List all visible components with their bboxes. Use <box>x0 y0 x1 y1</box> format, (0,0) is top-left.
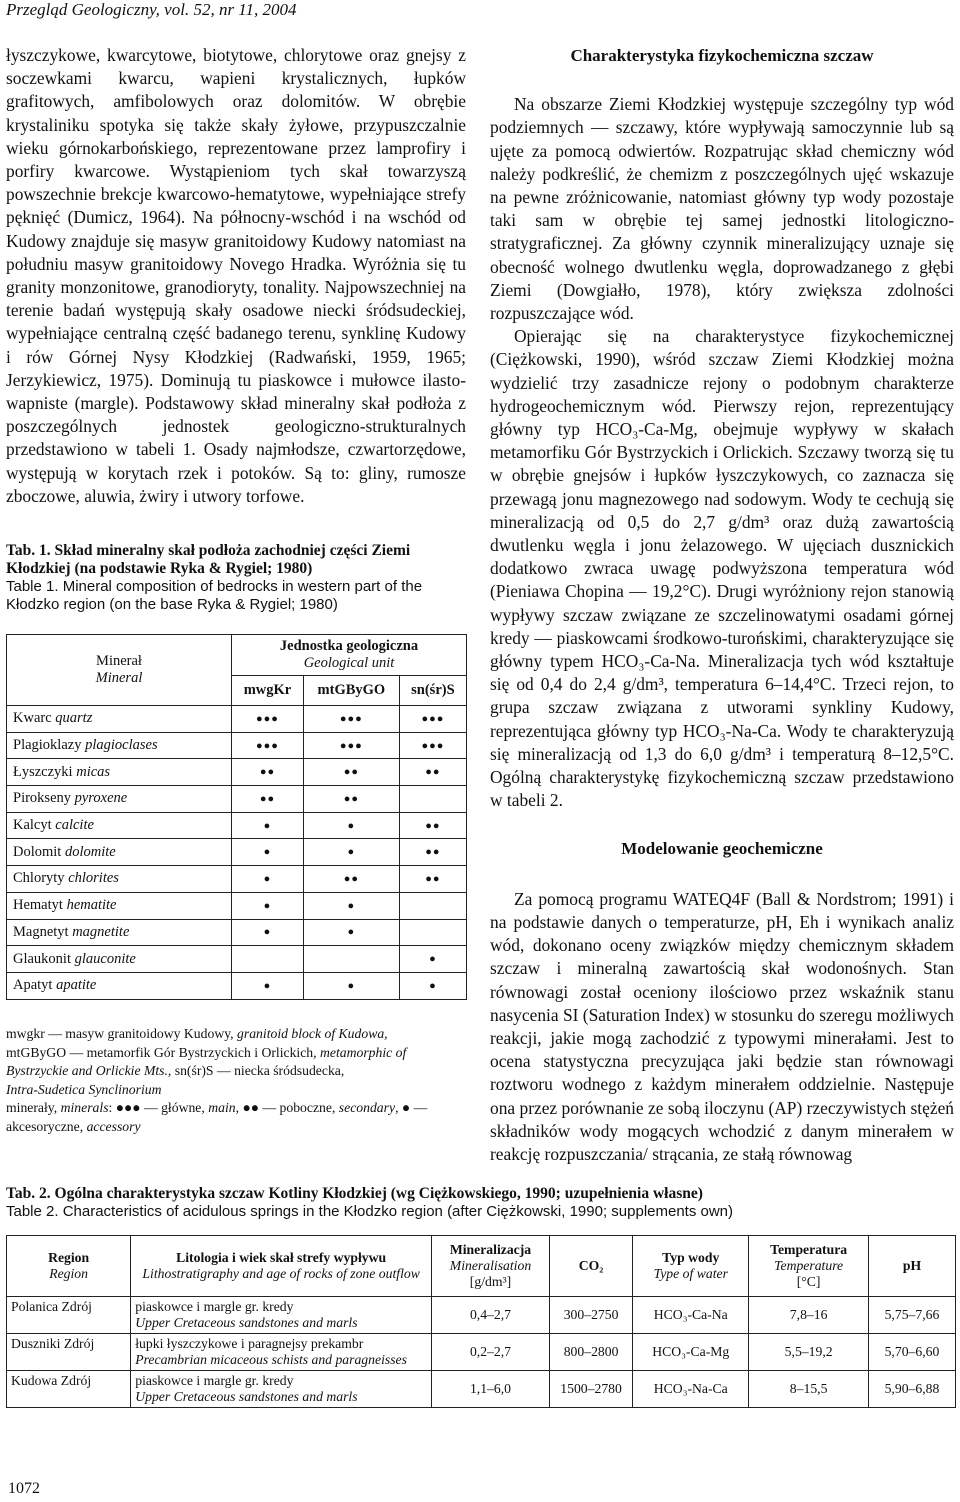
cell-min: 1,1–6,0 <box>432 1371 550 1408</box>
abundance-dots: ●●● <box>303 732 399 759</box>
table2-column-header <box>549 1236 632 1297</box>
mineral-name-pl: Łyszczyki <box>13 763 73 780</box>
left-column <box>6 44 466 508</box>
table2-caption-pl: Tab. 2. Ogólna charakterystyka szczaw Kotliny Kłodzkiej (wg Ciężkowskiego, 1990; uzupełnienia własne) <box>6 1185 703 1202</box>
abundance-dots: ● <box>399 946 466 973</box>
lithology-en: Upper Cretaceous sandstones and marls <box>135 1389 358 1404</box>
right-paragraph-1: Na obszarze Ziemi Kłodzkiej występuje szczególny typ wód podziemnych — szczawy, które wypływają samoczynnie lub są ujęte za pomocą odwiertów. Rozpatrując skład chemiczny wód należy podkreślić, że chemizm z poszczególnych ujęć wskazuje na pewne zróżnicowanie, natomiast główny typ wody pozostaje taki sam w obrębie tej samej jednostki litologiczno-stratygraficznej. Za główny czynnik mineralizujący uznaje się obecność wolnego dwutlenku węgla, doprowadzanego z głębi Ziemi (Dowgiałło, 1978), który zwiększa zdolności rozpuszczające wód. <box>490 94 954 324</box>
table-row <box>7 946 467 973</box>
table2-column-header <box>749 1236 869 1297</box>
note-text: main <box>208 1100 236 1115</box>
lithology-pl: łupki łyszczykowe i paragnejsy prekambr <box>135 1336 364 1351</box>
mineral-name-en: chlorites <box>68 870 119 887</box>
table2-caption <box>6 1185 956 1221</box>
table1-caption <box>6 542 468 614</box>
abundance-dots: ● <box>303 892 399 919</box>
cell-type: HCO₃-Na-Ca <box>633 1371 749 1408</box>
mineral-name-en: pyroxene <box>74 790 128 807</box>
table-row <box>7 1371 956 1408</box>
table2-caption-en: Table 2. Characteristics of acidulous springs in the Kłodzko region (after Ciężkowski, 1990; supplements own) <box>6 1203 734 1220</box>
cell-ph: 5,70–6,60 <box>868 1334 955 1371</box>
table-row <box>7 812 467 839</box>
unit-header-en: Geological unit <box>303 655 395 672</box>
abundance-dots: ●●● <box>399 706 466 733</box>
header-pl: Region <box>48 1250 90 1265</box>
col-header: sn(śr)S <box>399 676 466 706</box>
cell-region: Kudowa Zdrój <box>7 1371 131 1408</box>
abundance-dots: ●● <box>399 759 466 786</box>
mineral-name-pl: Chloryty <box>13 870 65 887</box>
col-header: mtGByGO <box>303 676 399 706</box>
note-text: Intra-Sudetica Synclinorium <box>6 1081 162 1097</box>
abundance-dots: ● <box>303 812 399 839</box>
header-pl: Typ wody <box>662 1250 720 1265</box>
note-text: minerals <box>60 1100 109 1115</box>
table-row <box>7 706 467 733</box>
header-en: Lithostratigraphy and age of rocks of zone outflow <box>142 1266 420 1281</box>
header-extra: [°C] <box>796 1274 821 1289</box>
abundance-dots: ●●● <box>232 706 304 733</box>
header-en: Region <box>49 1266 88 1281</box>
abundance-dots: ● <box>232 866 304 893</box>
cell-ph: 5,75–7,66 <box>868 1297 955 1334</box>
mineral-name-en: calcite <box>55 817 94 834</box>
mineral-name-cell <box>7 972 232 999</box>
mineral-name-en: apatite <box>56 977 97 994</box>
abundance-dots: ● <box>232 892 304 919</box>
cell-temp: 8–15,5 <box>749 1371 869 1408</box>
mineral-name-pl: Plagioklazy <box>13 737 82 754</box>
abundance-dots <box>232 946 304 973</box>
cell-type: HCO₃-Ca-Na <box>633 1297 749 1334</box>
note-text: : ●●● — główne, <box>108 1100 205 1115</box>
mineral-name-pl: Kwarc <box>13 710 52 727</box>
abundance-dots <box>303 946 399 973</box>
note-text: granitoid block of Kudowa, <box>237 1026 388 1041</box>
header-pl: Litologia i wiek skał strefy wypływu <box>176 1250 387 1265</box>
page-number: 1072 <box>8 1480 40 1497</box>
abundance-dots: ●● <box>303 759 399 786</box>
right-paragraph-3: Za pomocą programu WATEQ4F (Ball & Nordstrom; 1991) i na podstawie danych o temperaturze, pH, Eh i wynikach analiz wód, dokonano oceny związków między chemicznym składem szczaw i mineralną zawartością skał wodonośnych. Stan równowagi został oceniony ilościowo przez wskaźnik stanu nasycenia SI (Saturation Index) w stosunku do szeregu możliwych reakcji, jakie mogą zachodzić z typowymi minerałami. Jest to ocena statystyczna precyzująca jaki będzie stan równowagi roztworu wodnego z każdym minerałem oddzielnie. Następuje ona przez porównanie ze sobą iloczynu (AP) rzeczywistych stężeń składników wody mogących wchodzić z danym minerałem w reakcję rozpuszczania/ strącania, ze stałą równowag <box>490 888 954 1164</box>
table-row <box>7 892 467 919</box>
table2-column-header <box>868 1236 955 1297</box>
left-paragraph: łyszczykowe, kwarcytowe, biotytowe, chlorytowe oraz gnejsy z soczewkami kwarcu, wapieni krystalicznych, łupków grafitowych, amfibolowych oraz dolomitów. W obrębie krystaliniku spotyka się także skały żyłowe, przypuszczalnie wieku górnokarbońskiego, reprezentowane przez lamprofiry i porfiry kwarcowe. Wystąpieniom tych skał towarzyszą powszechnie brekcje kwarcowo-hematytowe, wypełniające strefy pęknięć (Dumicz, 1964). Na północny-wschód i na wschód od Kudowy znajduje się masyw granitoidowy Kudowy natomiast na południu masyw granitoidowy Novego Hradka. Wyróżnia się tu granity monzonitowe, granodioryty, tonality. Najpowszechniej na terenie badań występują skały osadowe niecki śródsudeckiej, wypełniające centralną część badanego terenu, synklinę Kudowy i rów Górnej Nysy Kłodzkiej (Radwański, 1959, 1965; Jerzykiewicz, 1975). Dominują tu piaskowce i mułowce ilasto-wapniste (margle). Podstawowy skład mineralny skał podłoża z poszczególnych jednostek geologiczno-strukturalnych przedstawiono w tabeli 1. Osady najmłodsze, czwartorzędowe, występują w korytach rzek i potoków. Są to: gliny, rumosze zboczowe, aluwia, żwiry i utwory torfowe. <box>6 45 466 506</box>
note-text: secondary <box>338 1100 396 1115</box>
mineral-name-pl: Kalcyt <box>13 817 52 834</box>
table1-caption-en: Table 1. Mineral composition of bedrocks in western part of the Kłodzko region (on the base Ryka & Rygiel; 1980) <box>6 578 423 613</box>
abundance-dots: ●●● <box>232 732 304 759</box>
mineral-name-en: dolomite <box>64 843 116 860</box>
table2-header-row <box>7 1236 956 1297</box>
cell-min: 0,4–2,7 <box>432 1297 550 1334</box>
mineral-name-cell <box>7 919 232 946</box>
header-pl: CO₂ <box>578 1258 604 1273</box>
mineral-name-cell <box>7 706 232 733</box>
cell-min: 0,2–2,7 <box>432 1334 550 1371</box>
mineral-name-pl: Glaukonit <box>13 950 71 967</box>
table-row <box>7 972 467 999</box>
table-row <box>7 919 467 946</box>
mineral-name-cell <box>7 732 232 759</box>
table2-column-header <box>131 1236 432 1297</box>
table1 <box>6 634 467 1000</box>
mineral-name-cell <box>7 759 232 786</box>
abundance-dots: ●● <box>232 759 304 786</box>
header-pl: pH <box>902 1258 922 1273</box>
abundance-dots: ●● <box>399 812 466 839</box>
note-text: metamorphic of Bystrzyckie and Orlickie Mts., <box>6 1044 407 1078</box>
abundance-dots: ●●● <box>303 706 399 733</box>
abundance-dots: ● <box>232 839 304 866</box>
abundance-dots: ● <box>232 812 304 839</box>
cell-ph: 5,90–6,88 <box>868 1371 955 1408</box>
table2-column-header <box>7 1236 131 1297</box>
mineral-name-cell <box>7 839 232 866</box>
col-header: mwgKr <box>232 676 304 706</box>
lithology-en: Precambrian micaceous schists and paragneisses <box>135 1352 407 1367</box>
table1-body <box>7 706 467 1000</box>
table-row <box>7 759 467 786</box>
mineral-name-en: magnetite <box>72 923 130 940</box>
note-text: , ● — akcesoryczne, <box>6 1100 428 1134</box>
mineral-name-en: hematite <box>66 897 117 914</box>
mineral-name-pl: Pirokseny <box>13 790 71 807</box>
mineral-header-en: Mineral <box>95 670 143 686</box>
cell-region: Duszniki Zdrój <box>7 1334 131 1371</box>
mineral-name-pl: Magnetyt <box>13 923 69 940</box>
mineral-name-cell <box>7 866 232 893</box>
note-text: mwgkr — masyw granitoidowy Kudowy, <box>6 1026 234 1041</box>
mineral-name-cell <box>7 892 232 919</box>
header-pl: Temperatura <box>770 1242 848 1257</box>
table1-caption-pl: Tab. 1. Skład mineralny skał podłoża zachodniej części Ziemi Kłodzkiej (na podstawie Ryka & Rygiel; 1980) <box>6 542 411 577</box>
unit-header-pl: Jednostka geologiczna <box>279 638 419 655</box>
mineral-name-pl: Apatyt <box>13 977 53 994</box>
abundance-dots: ●● <box>399 866 466 893</box>
note-text: accessory <box>86 1118 141 1134</box>
cell-temp: 5,5–19,2 <box>749 1334 869 1371</box>
abundance-dots: ●● <box>232 786 304 813</box>
mineral-name-en: glauconite <box>74 950 136 967</box>
table-row <box>7 732 467 759</box>
abundance-dots: ● <box>303 919 399 946</box>
abundance-dots: ● <box>303 839 399 866</box>
section-heading-charakterystyka: Charakterystyka fizykochemiczna szczaw <box>570 46 874 65</box>
abundance-dots <box>399 786 466 813</box>
abundance-dots: ● <box>232 972 304 999</box>
table1-mineral-header <box>7 635 232 706</box>
note-text: minerały, <box>6 1100 58 1115</box>
table-row <box>7 1297 956 1334</box>
running-header: Przegląd Geologiczny, vol. 52, nr 11, 2004 <box>6 0 297 19</box>
table-row <box>7 1334 956 1371</box>
lithology-pl: piaskowce i margle gr. kredy <box>135 1373 294 1388</box>
table2 <box>6 1235 956 1408</box>
right-paragraph-2: Opierając się na charakterystyce fizykochemicznej (Ciężkowski, 1990), wśród szczaw Ziemi Kłodzkiej można wydzielić trzy zasadnicze rejony o podobnym charakterze hydrogeochemicznym wód. Pierwszy rejon, reprezentujący główny typ HCO₃-Ca-Mg, obejmuje wypływy w skałach metamorfiku Gór Bystrzyckich i Orlickich. Szczawy tworzą się tu w obrębie gnejsów i łupków łyszczykowych, co zaznacza się przewagą jonu magnezowego nad sodowym. Wody te cechują się mineralizacją od 0,5 do 2,7 g/dm³ oraz dużą zawartością dwutlenku węgla i jonu żelazowego. W ujęciach dusznickich dodatkowo zwraca uwagę podwyższona temperatura wód (Pieniawa Chopina — 19,2°C). Drugi wyróżniony rejon stanowią wypływy szczaw związane ze szczelinowatymi osadami górnej kredy — piaskowcami środkowo-turońskimi, charakteryzujące się główny typem HCO₃-Ca-Na. Mineralizacja tych wód kształtuje się od 0,4 do 2,4 g/dm³, temperatura 6–14,4°C. Trzeci rejon, to grupa szczaw związana z utworami synkliny Kudowy, reprezentująca główny typ HCO₃-Na-Ca. Wody te charakteryzują się mineralizacją od 1,3 do 6,0 g/dm³ i temperaturą 8–12,5°C. Ogólną charakterystykę fizykochemiczną szczaw przedstawiono w tabeli 2. <box>490 326 954 811</box>
abundance-dots: ●●● <box>399 732 466 759</box>
lithology-pl: piaskowce i margle gr. kredy <box>135 1299 294 1314</box>
table1-unit-header <box>232 635 467 676</box>
mineral-header-pl: Minerał <box>96 653 142 669</box>
header-pl: Mineralizacja <box>449 1242 532 1257</box>
abundance-dots: ● <box>399 972 466 999</box>
table-row <box>7 786 467 813</box>
abundance-dots <box>399 919 466 946</box>
header-extra: [g/dm³] <box>469 1274 512 1289</box>
cell-type: HCO₃-Ca-Mg <box>633 1334 749 1371</box>
table1-note <box>6 1025 468 1136</box>
cell-lithology <box>131 1371 432 1408</box>
note-text: sn(śr)S — niecka śródsudecka, <box>174 1063 345 1078</box>
lithology-en: Upper Cretaceous sandstones and marls <box>135 1315 358 1330</box>
note-text: mtGByGO — metamorfik Gór Bystrzyckich i Orlickich, <box>6 1044 317 1060</box>
header-en: Mineralisation <box>449 1258 532 1273</box>
mineral-name-cell <box>7 786 232 813</box>
abundance-dots: ●● <box>303 786 399 813</box>
abundance-dots: ●● <box>303 866 399 893</box>
cell-region: Polanica Zdrój <box>7 1297 131 1334</box>
cell-co2: 1500–2780 <box>549 1371 632 1408</box>
abundance-dots: ●● <box>399 839 466 866</box>
mineral-name-en: plagioclases <box>85 737 158 754</box>
table2-column-header <box>633 1236 749 1297</box>
mineral-name-pl: Hematyt <box>13 897 63 914</box>
table-row <box>7 839 467 866</box>
abundance-dots <box>399 892 466 919</box>
header-en: Temperature <box>774 1258 844 1273</box>
cell-co2: 300–2750 <box>549 1297 632 1334</box>
mineral-name-cell <box>7 946 232 973</box>
cell-temp: 7,8–16 <box>749 1297 869 1334</box>
cell-lithology <box>131 1334 432 1371</box>
abundance-dots: ● <box>232 919 304 946</box>
abundance-dots: ● <box>303 972 399 999</box>
table-row <box>7 866 467 893</box>
header-en: Type of water <box>653 1266 728 1281</box>
table2-column-header <box>432 1236 550 1297</box>
cell-lithology <box>131 1297 432 1334</box>
right-column <box>490 44 954 1166</box>
mineral-name-cell <box>7 812 232 839</box>
mineral-name-en: quartz <box>55 710 93 727</box>
cell-co2: 800–2800 <box>549 1334 632 1371</box>
mineral-name-pl: Dolomit <box>13 843 62 860</box>
note-text: , ●● — poboczne, <box>235 1100 336 1115</box>
table2-body <box>7 1297 956 1408</box>
section-heading-modelowanie: Modelowanie geochemiczne <box>621 838 823 858</box>
mineral-name-en: micas <box>76 763 111 780</box>
